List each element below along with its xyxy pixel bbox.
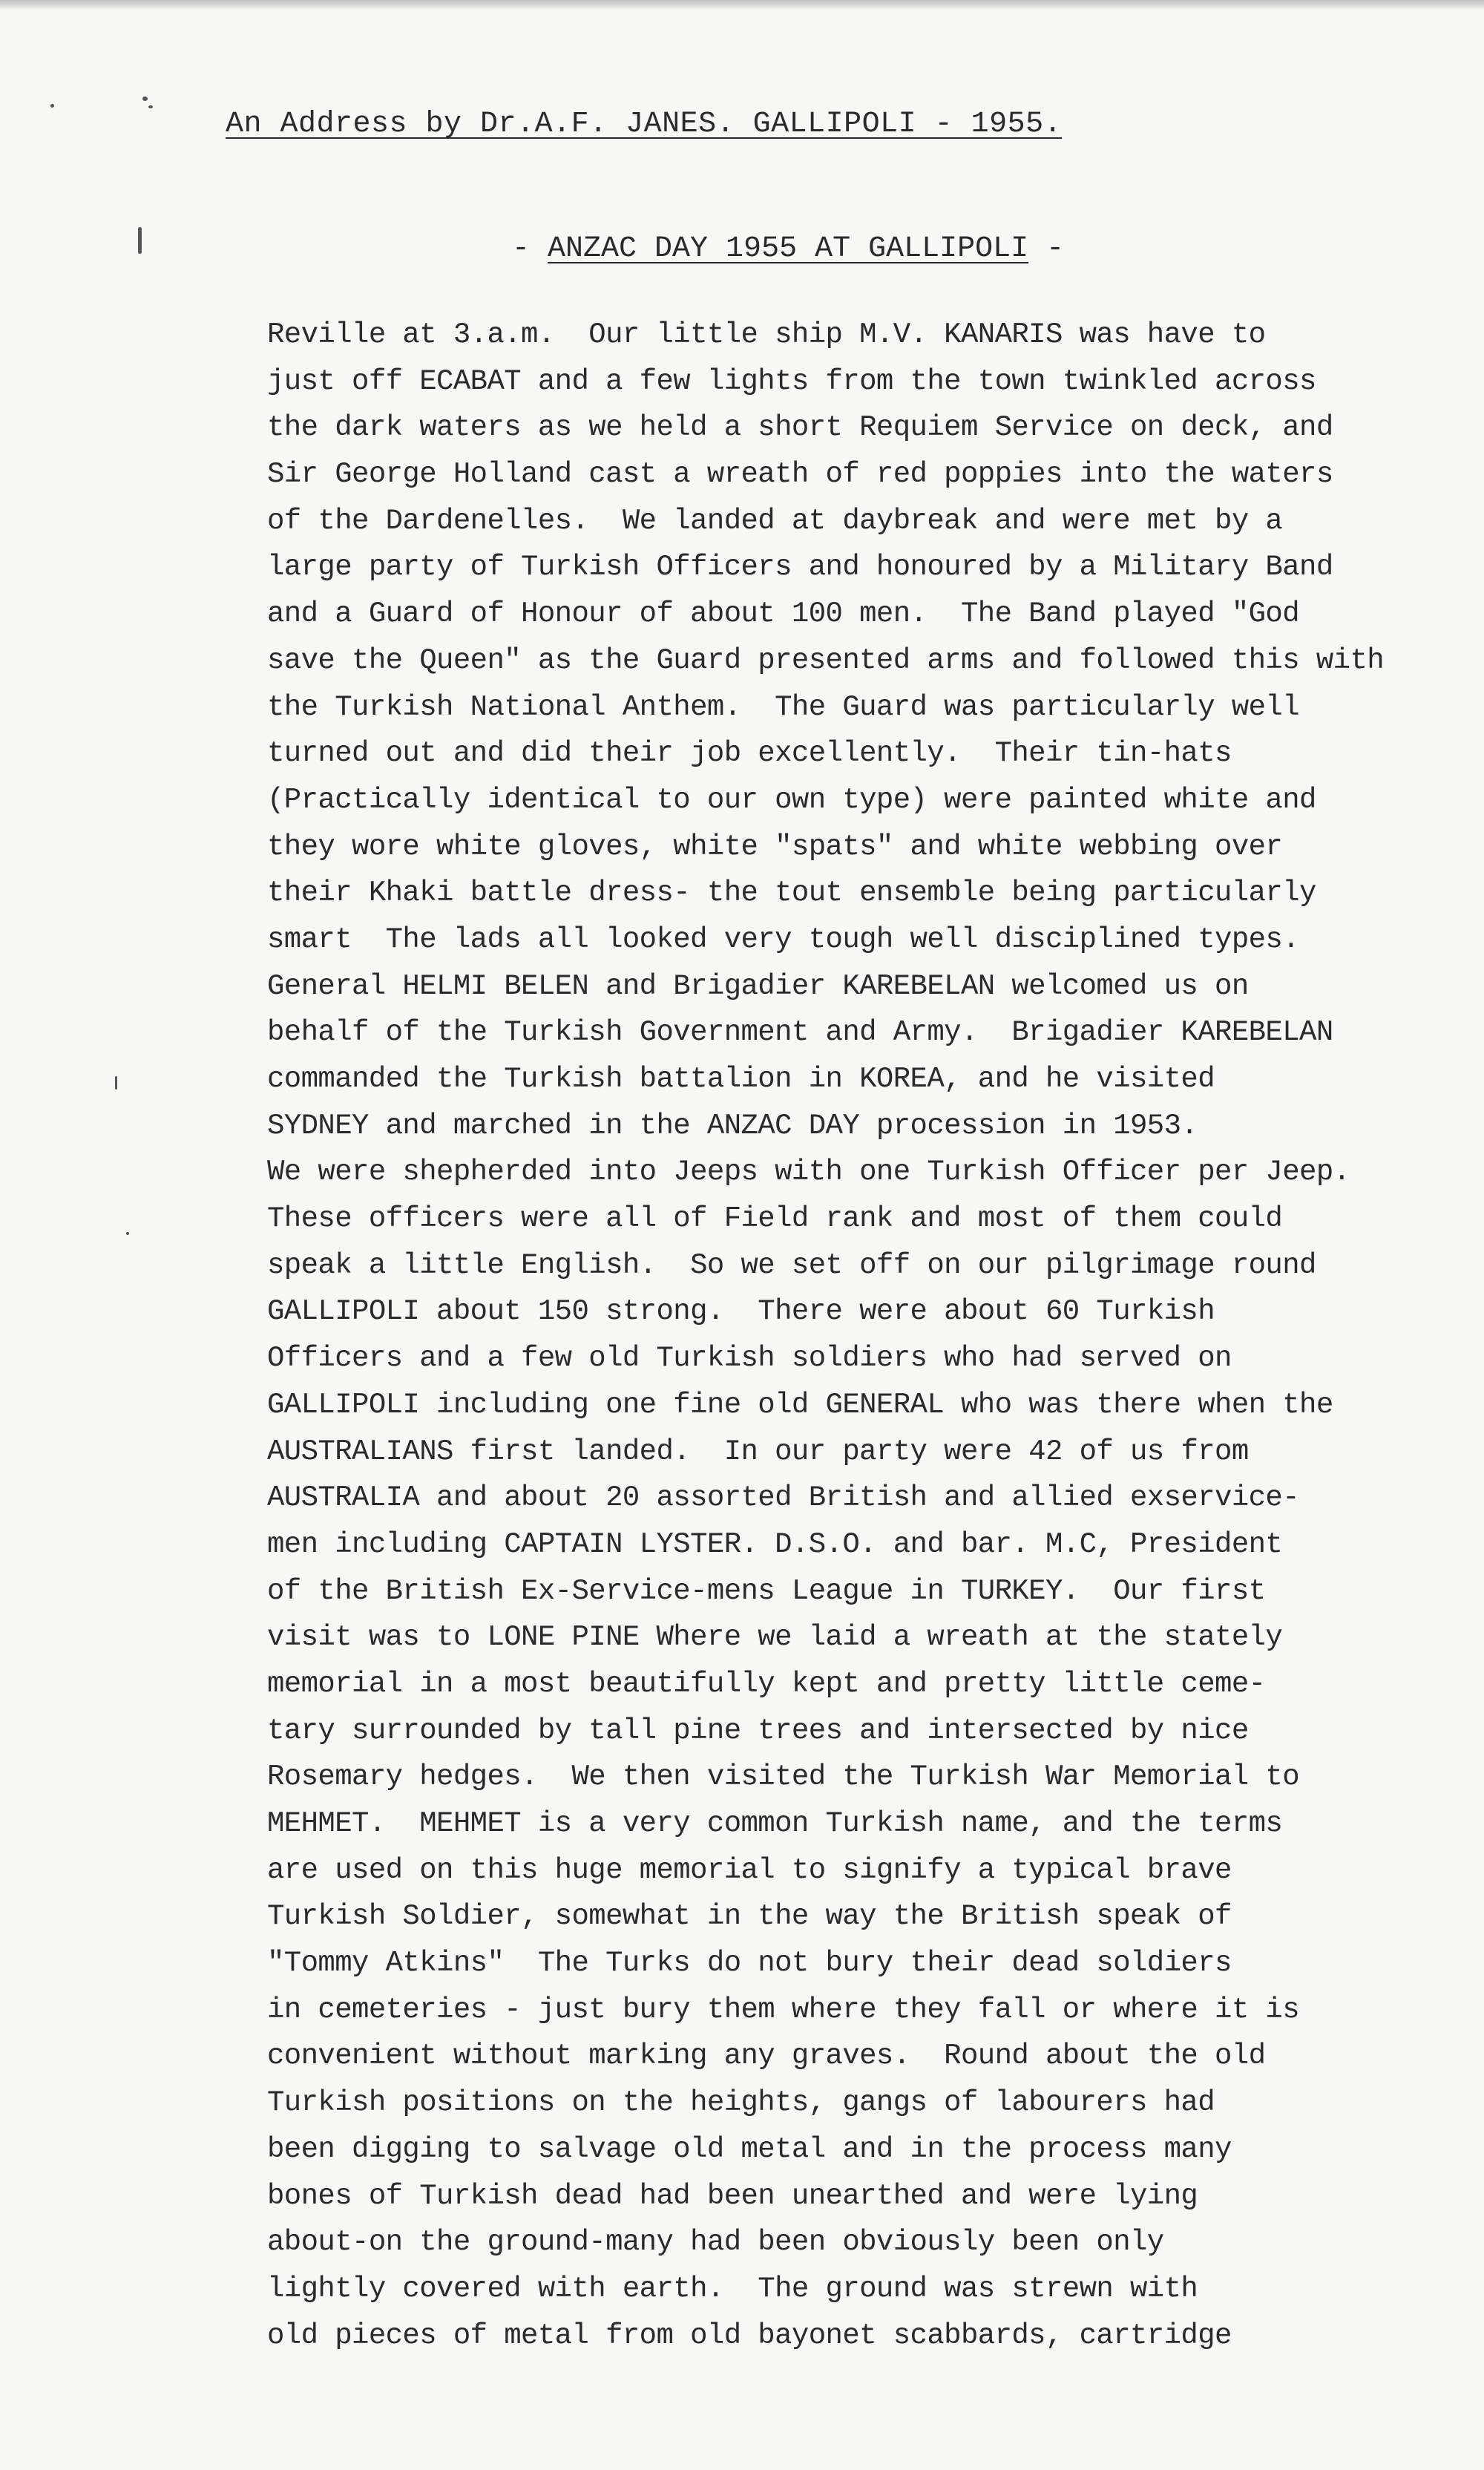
- text-line: Sir George Holland cast a wreath of red poppies into the waters: [267, 458, 1333, 491]
- text-line: turned out and did their job excellently. Their tin-hats: [267, 737, 1232, 770]
- scan-speck: [148, 105, 153, 108]
- text-line: AUSTRALIANS first landed. In our party were 42 of us from: [267, 1435, 1249, 1468]
- text-line: of the British Ex-Service-mens League in TURKEY. Our first: [267, 1574, 1266, 1608]
- title-dash-right: -: [1028, 232, 1065, 266]
- text-line: just off ECABAT and a few lights from the town twinkled across: [267, 364, 1316, 398]
- address-header: An Address by Dr.A.F. JANES. GALLIPOLI - 1955.: [226, 108, 1063, 141]
- text-line: "Tommy Atkins" The Turks do not bury their dead soldiers: [267, 1947, 1232, 1980]
- text-line: been digging to salvage old metal and in the process many: [267, 2132, 1232, 2166]
- text-line: convenient without marking any graves. Round about the old: [267, 2040, 1266, 2073]
- text-line: Rosemary hedges. We then visited the Turkish War Memorial to: [267, 1760, 1300, 1794]
- text-line: the Turkish National Anthem. The Guard was particularly well: [267, 690, 1300, 724]
- scan-top-edge: [0, 0, 1484, 10]
- section-title: [512, 232, 1065, 266]
- text-line: commanded the Turkish battalion in KOREA, and he visited: [267, 1063, 1215, 1095]
- text-line: (Practically identical to our own type) were painted white and: [267, 783, 1316, 816]
- text-line: men including CAPTAIN LYSTER. D.S.O. and bar. M.C, President: [267, 1527, 1283, 1561]
- text-line: they wore white gloves, white "spats" and white webbing over: [267, 830, 1283, 863]
- scan-speck: [138, 227, 142, 254]
- text-line: Officers and a few old Turkish soldiers who had served on: [267, 1342, 1232, 1375]
- text-line: in cemeteries - just bury them where they fall or where it is: [267, 1993, 1300, 2026]
- text-line: tary surrounded by tall pine trees and intersected by nice: [267, 1714, 1249, 1747]
- text-line: SYDNEY and marched in the ANZAC DAY procession in 1953.: [267, 1109, 1198, 1142]
- text-line: Turkish positions on the heights, gangs of labourers had: [267, 2086, 1215, 2120]
- text-line: old pieces of metal from old bayonet scabbards, cartridge: [267, 2319, 1232, 2352]
- text-line: memorial in a most beautifully kept and pretty little ceme-: [267, 1667, 1266, 1700]
- text-line: GALLIPOLI including one fine old GENERAL who was there when the: [267, 1388, 1333, 1421]
- text-line: their Khaki battle dress- the tout ensemble being particularly: [267, 877, 1316, 910]
- title-text: ANZAC DAY 1955 AT GALLIPOLI: [548, 232, 1029, 266]
- text-line: the dark waters as we held a short Requiem Service on deck, and: [267, 411, 1333, 445]
- text-line: bones of Turkish dead had been unearthed and were lying: [267, 2179, 1198, 2212]
- text-line: about-on the ground-many had been obviously been only: [267, 2226, 1164, 2259]
- text-line: These officers were all of Field rank and most of them could: [267, 1202, 1283, 1236]
- text-line: and a Guard of Honour of about 100 men. The Band played "God: [267, 597, 1300, 631]
- text-line: speak a little English. So we set off on our pilgrimage round: [267, 1248, 1316, 1282]
- text-line: Reville at 3.a.m. Our little ship M.V. KANARIS was have to: [267, 318, 1266, 351]
- scan-speck: [115, 1076, 117, 1090]
- text-line: AUSTRALIA and about 20 assorted British and allied exservice-: [267, 1481, 1300, 1515]
- text-line: lightly covered with earth. The ground was strewn with: [267, 2272, 1198, 2305]
- text-line: behalf of the Turkish Government and Army. Brigadier KAREBELAN: [267, 1016, 1333, 1049]
- text-line: large party of Turkish Officers and honoured by a Military Band: [267, 551, 1333, 584]
- text-line: are used on this huge memorial to signify a typical brave: [267, 1853, 1232, 1887]
- text-line: visit was to LONE PINE Where we laid a wreath at the stately: [267, 1621, 1283, 1654]
- text-line: save the Queen" as the Guard presented arms and followed this with: [267, 643, 1385, 677]
- text-line: smart The lads all looked very tough well disciplined types.: [267, 923, 1300, 956]
- text-line: GALLIPOLI about 150 strong. There were about 60 Turkish: [267, 1295, 1215, 1329]
- scan-speck: [142, 96, 148, 101]
- scan-speck: [50, 104, 54, 108]
- text-line: of the Dardenelles. We landed at daybreak and were met by a: [267, 504, 1283, 537]
- text-line: We were shepherded into Jeeps with one Turkish Officer per Jeep.: [267, 1156, 1350, 1189]
- text-line: General HELMI BELEN and Brigadier KAREBELAN welcomed us on: [267, 969, 1249, 1003]
- title-dash-left: -: [512, 232, 548, 266]
- text-line: Turkish Soldier, somewhat in the way the British speak of: [267, 1900, 1232, 1933]
- text-line: MEHMET. MEHMET is a very common Turkish name, and the terms: [267, 1807, 1283, 1840]
- scan-speck: [126, 1232, 129, 1235]
- body-paragraph: [267, 312, 1477, 2359]
